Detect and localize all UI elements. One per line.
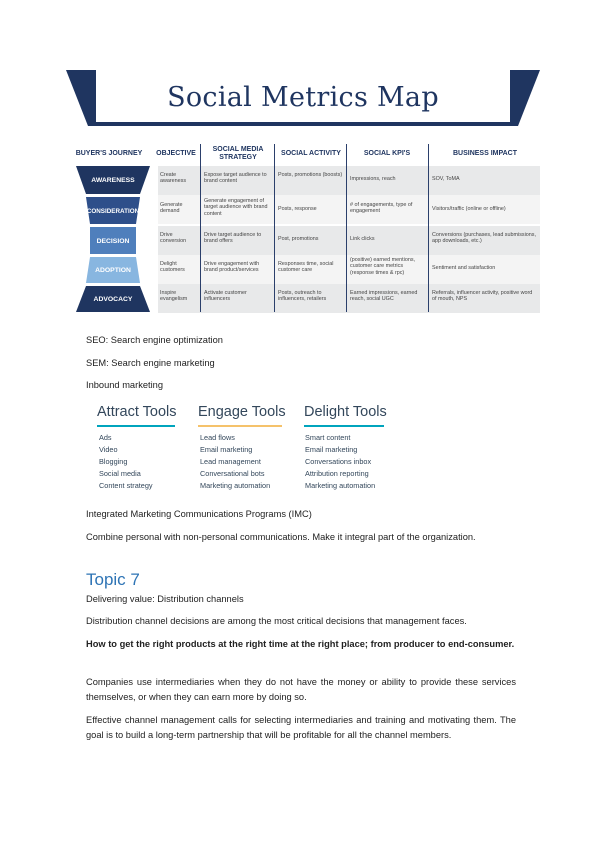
cell-impact: Sentiment and satisfaction bbox=[432, 265, 496, 271]
right-products-paragraph: How to get the right products at the right time at the right place; from producer to end-consumer. bbox=[86, 639, 515, 649]
delight-tools-title: Delight Tools bbox=[304, 404, 387, 420]
stage-decision: DECISION bbox=[96, 238, 130, 245]
column-divider bbox=[274, 144, 275, 312]
cell-kpi: # of engagements, type of engagement bbox=[350, 202, 413, 215]
stage-consideration: CONSIDERATION bbox=[86, 208, 140, 215]
header-social-kpis: SOCIAL KPI'S bbox=[363, 150, 411, 157]
cell-strategy: Activate customer influencers bbox=[204, 290, 247, 303]
delivering-value-line: Delivering value: Distribution channels bbox=[86, 594, 244, 604]
imc-line: Integrated Marketing Communications Programs (IMC) bbox=[86, 509, 312, 519]
social-metrics-map-figure bbox=[66, 70, 540, 316]
delight-tool-item: Marketing automation bbox=[305, 481, 376, 490]
cell-objective: Inspire evangelism bbox=[160, 290, 188, 303]
header-business-impact: BUSINESS IMPACT bbox=[452, 150, 518, 157]
header-buyers-journey: BUYER'S JOURNEY bbox=[75, 150, 143, 157]
cell-strategy: Generate engagement of target audience with brand content bbox=[204, 198, 268, 217]
header-social-activity: SOCIAL ACTIVITY bbox=[281, 150, 341, 157]
topic-heading: Topic 7 bbox=[86, 570, 140, 589]
cell-kpi: Link clicks bbox=[350, 236, 375, 242]
cell-objective: Delight customers bbox=[160, 261, 185, 274]
column-divider bbox=[200, 144, 201, 312]
sem-line: SEM: Search engine marketing bbox=[86, 358, 215, 368]
combine-paragraph: Combine personal with non-personal communications. Make it integral part of the organization. bbox=[86, 532, 476, 542]
delight-tools-underline bbox=[304, 425, 384, 427]
engage-tool-item: Marketing automation bbox=[200, 481, 271, 490]
header-social-media-strategy: SOCIAL MEDIA STRATEGY bbox=[212, 146, 264, 161]
cell-kpi: (positive) earned mentions, customer care metrics (response times & rpc) bbox=[350, 257, 416, 276]
stage-advocacy: ADVOCACY bbox=[93, 296, 133, 303]
intermediaries-paragraph: Companies use intermediaries when they do not have the money or ability to provide these services themselves, or when they can earn more by doing so. bbox=[86, 677, 516, 702]
engage-tools-title: Engage Tools bbox=[198, 404, 286, 420]
cell-activity: Posts, promotions (boosts) bbox=[278, 172, 343, 178]
engage-tools-underline bbox=[198, 425, 282, 427]
cell-activity: Posts, response bbox=[278, 206, 317, 212]
attract-tool-item: Social media bbox=[99, 469, 141, 478]
cell-objective: Drive conversion bbox=[160, 232, 187, 245]
channel-management-paragraph: Effective channel management calls for selecting intermediaries and training and motivating them. The goal is to build a long-term partnership that will be profitable for all the channel members. bbox=[86, 715, 516, 740]
attract-tool-item: Content strategy bbox=[99, 481, 153, 490]
cell-strategy: Drive target audience to brand offers bbox=[204, 232, 262, 245]
cell-impact: Visitors/traffic (online or offline) bbox=[432, 206, 506, 212]
stage-adoption: ADOPTION bbox=[95, 267, 131, 274]
cell-impact: Conversions (purchases, lead submissions, app downloads, etc.) bbox=[432, 232, 536, 245]
attract-tool-item: Blogging bbox=[99, 457, 128, 466]
cell-impact: SOV, ToMA bbox=[432, 176, 460, 182]
cell-strategy: Drive engagement with brand product/services bbox=[204, 261, 260, 274]
cell-activity: Posts, outreach to influencers, retailers bbox=[278, 290, 327, 303]
cell-kpi: Impressions, reach bbox=[350, 176, 396, 182]
attract-tools-underline bbox=[97, 425, 175, 427]
cell-objective: Create awareness bbox=[160, 172, 187, 185]
cell-impact: Referrals, influencer activity, positive word of mouth, NPS bbox=[432, 290, 533, 303]
column-divider bbox=[346, 144, 347, 312]
stage-awareness: AWARENESS bbox=[91, 177, 135, 184]
engage-tool-item: Lead flows bbox=[200, 433, 235, 442]
delight-tool-item: Attribution reporting bbox=[305, 469, 369, 478]
attract-tool-item: Video bbox=[99, 445, 118, 454]
inbound-marketing-line: Inbound marketing bbox=[86, 380, 164, 390]
attract-tool-item: Ads bbox=[99, 433, 112, 442]
delight-tool-item: Email marketing bbox=[305, 445, 358, 454]
cell-activity: Post, promotions bbox=[278, 236, 319, 242]
column-divider bbox=[428, 144, 429, 312]
cell-strategy: Expose target audience to brand content bbox=[204, 172, 267, 185]
cell-kpi: Earned impressions, earned reach, social UGC bbox=[350, 290, 418, 303]
attract-tools-title: Attract Tools bbox=[97, 404, 177, 420]
delight-tool-item: Conversations inbox bbox=[305, 457, 372, 466]
cell-objective: Generate demand bbox=[160, 202, 183, 215]
delight-tool-item: Smart content bbox=[305, 433, 351, 442]
engage-tool-item: Conversational bots bbox=[200, 469, 265, 478]
engage-tool-item: Lead management bbox=[200, 457, 261, 466]
cell-activity: Responses time, social customer care bbox=[278, 261, 334, 274]
map-title: Social Metrics Map bbox=[167, 82, 439, 113]
critical-decisions-paragraph: Distribution channel decisions are among the most critical decisions that management faces. bbox=[86, 616, 467, 626]
header-objective: OBJECTIVE bbox=[156, 150, 196, 157]
seo-line: SEO: Search engine optimization bbox=[86, 335, 223, 345]
engage-tool-item: Email marketing bbox=[200, 445, 253, 454]
